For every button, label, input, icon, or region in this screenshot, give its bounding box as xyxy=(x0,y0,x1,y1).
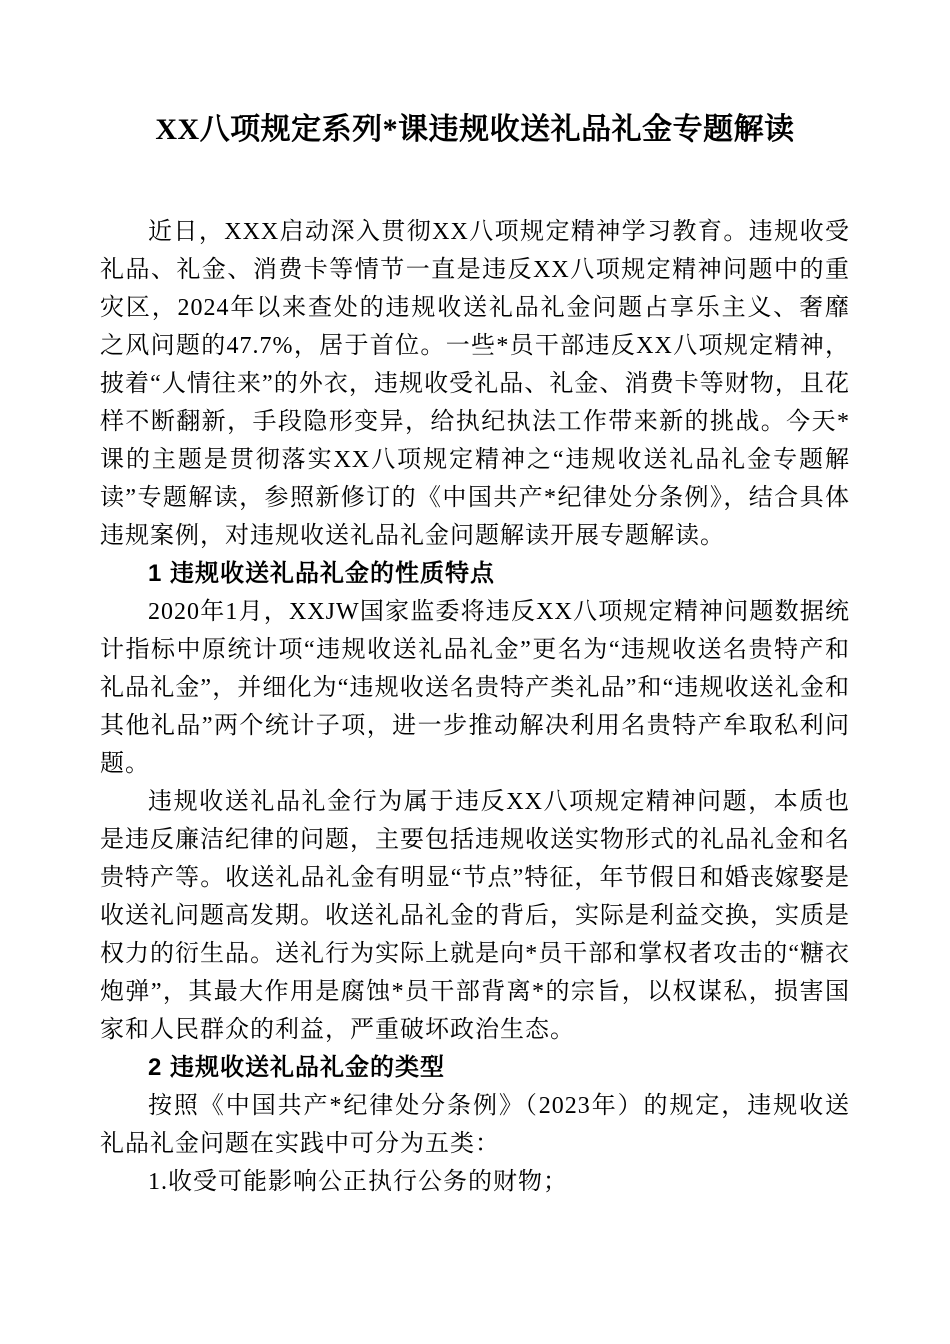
paragraph-section1-a: 2020年1月，XXJW国家监委将违反XX八项规定精神问题数据统计指标中原统计项“违规收送礼品礼金”更名为“违规收送名贵特产和礼品礼金”，并细化为“违规收送名贵特产类礼品”和“违规收送礼金和其他礼品”两个统计子项，进一步推动解决利用名贵特产牟取私利问题。 xyxy=(100,599,850,777)
paragraph-section1-b: 违规收送礼品礼金行为属于违反XX八项规定精神问题，本质也是违反廉洁纪律的问题，主要包括违规收送实物形式的礼品礼金和名贵特产等。收送礼品礼金有明显“节点”特征，年节假日和婚丧嫁娶是收送礼问题高发期。收送礼品礼金的背后，实际是利益交换，实质是权力的衍生品。送礼行为实际上就是向*员干部和掌权者攻击的“糖衣炮弹”，其最大作用是腐蚀*员干部背离*的宗旨，以权谋私，损害国家和人民群众的利益，严重破坏政治生态。 xyxy=(100,789,850,1043)
section-heading-2: 2 违规收送礼品礼金的类型 xyxy=(148,1054,446,1081)
list-item-1: 1.收受可能影响公正执行公务的财物； xyxy=(148,1169,568,1195)
document-title: XX八项规定系列*课违规收送礼品礼金专题解读 xyxy=(155,113,795,146)
paragraph-intro: 近日，XXX启动深入贯彻XX八项规定精神学习教育。违规收受礼品、礼金、消费卡等情节一直是违反XX八项规定精神问题中的重灾区，2024年以来查处的违规收送礼品礼金问题占享乐主义、奢靡之风问题的47.7%，居于首位。一些*员干部违反XX八项规定精神，披着“人情往来”的外衣，违规收受礼品、礼金、消费卡等财物，且花样不断翻新，手段隐形变异，给执纪执法工作带来新的挑战。今天*课的主题是贯彻落实XX八项规定精神之“违规收送礼品礼金专题解读”专题解读，参照新修订的《中国共产*纪律处分条例》，结合具体违规案例，对违规收送礼品礼金问题解读开展专题解读。 xyxy=(100,219,850,549)
section-heading-1: 1 违规收送礼品礼金的性质特点 xyxy=(148,560,496,587)
paragraph-section2-a: 按照《中国共产*纪律处分条例》（2023年）的规定，违规收送礼品礼金问题在实践中可分为五类： xyxy=(100,1093,850,1157)
document-body xyxy=(100,213,850,1201)
